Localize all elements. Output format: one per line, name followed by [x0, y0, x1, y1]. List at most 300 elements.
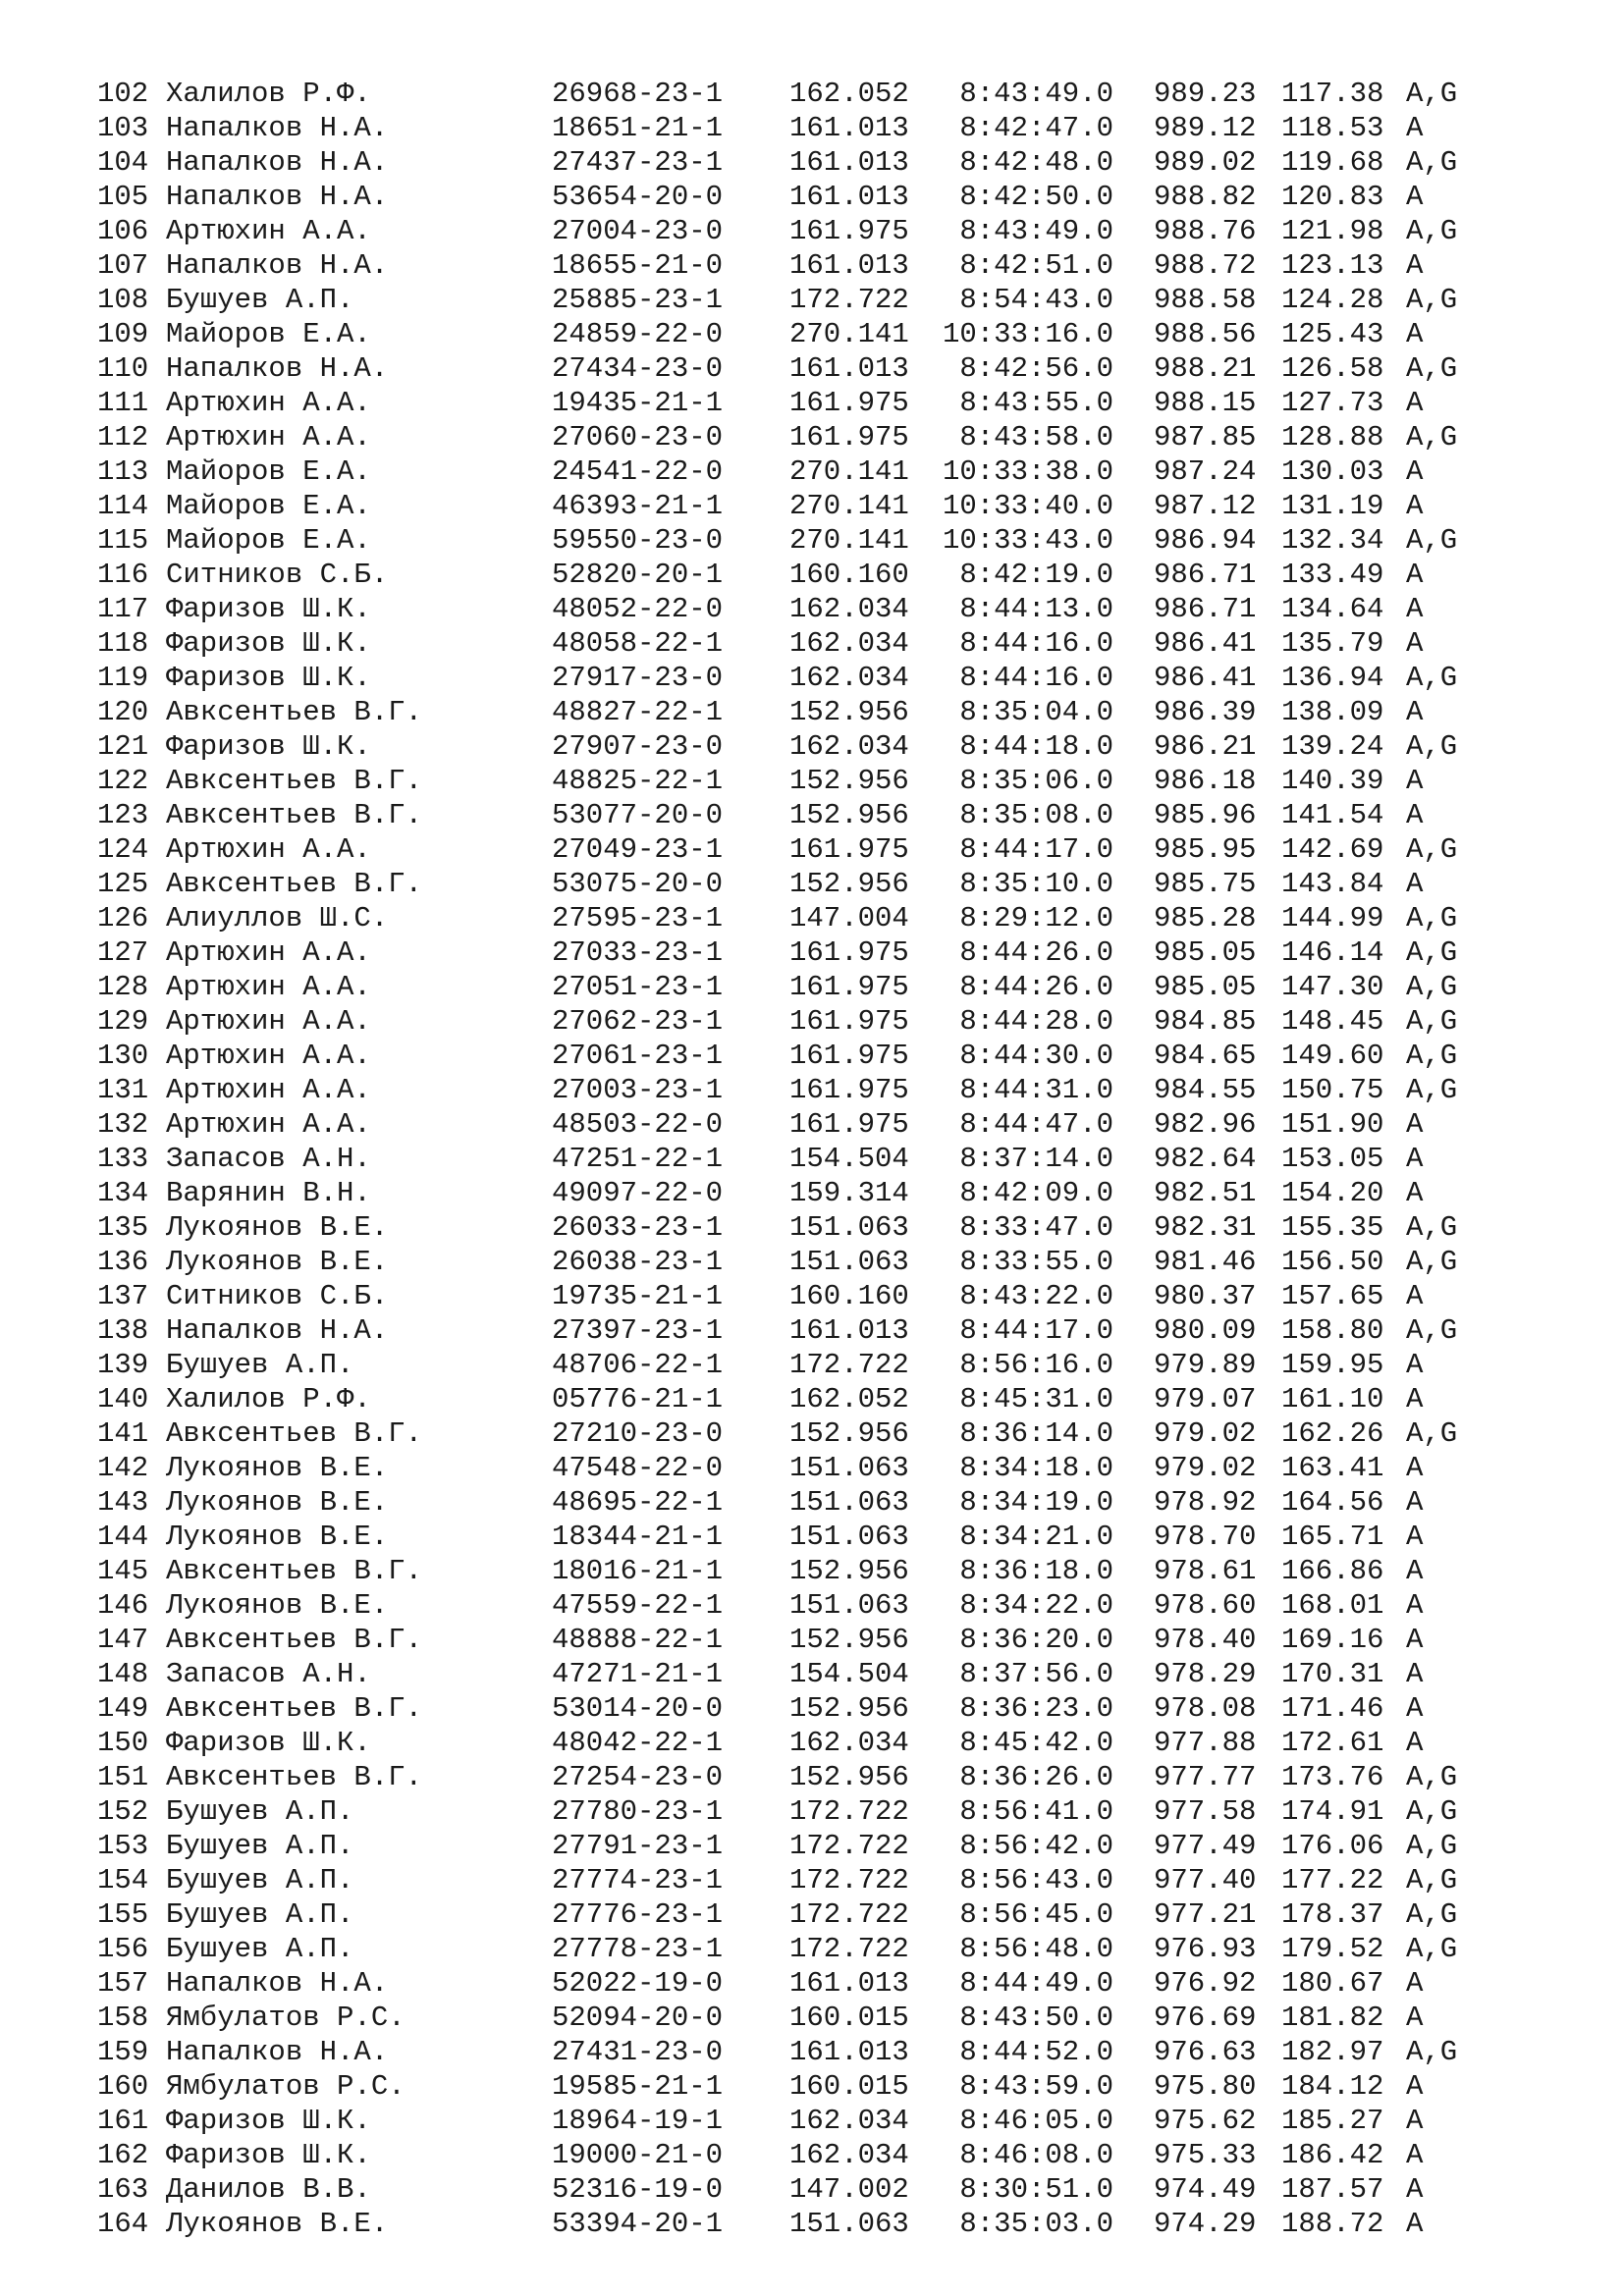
coefficient-cell: 177.22 — [1281, 1864, 1384, 1896]
ring-number-cell: 27051-23-1 — [552, 971, 724, 1003]
fancier-name-cell: Майоров Е.А. — [166, 455, 371, 488]
ring-number-cell: 52022-19-0 — [552, 1967, 724, 2000]
ring-number-cell: 18651-21-1 — [552, 112, 724, 144]
speed-cell: 986.18 — [1154, 765, 1257, 797]
coefficient-cell: 150.75 — [1281, 1074, 1384, 1106]
fancier-name-cell: Майоров Е.А. — [166, 318, 371, 350]
distance-cell: 161.013 — [789, 2036, 909, 2068]
speed-cell: 978.08 — [1154, 1692, 1257, 1725]
flag-cell: A,G — [1406, 1417, 1458, 1450]
flag-cell: A — [1406, 559, 1424, 591]
place-cell: 119 — [97, 662, 149, 694]
ring-number-cell: 27774-23-1 — [552, 1864, 724, 1896]
speed-cell: 974.29 — [1154, 2208, 1257, 2240]
flag-cell: A — [1406, 490, 1424, 522]
place-cell: 115 — [97, 524, 149, 557]
flag-cell: A,G — [1406, 971, 1458, 1003]
flag-cell: A — [1406, 318, 1424, 350]
fancier-name-cell: Авксентьев В.Г. — [166, 1624, 423, 1656]
coefficient-cell: 179.52 — [1281, 1933, 1384, 1965]
place-cell: 131 — [97, 1074, 149, 1106]
ring-number-cell: 19435-21-1 — [552, 387, 724, 419]
ring-number-cell: 47251-22-1 — [552, 1143, 724, 1175]
coefficient-cell: 187.57 — [1281, 2173, 1384, 2206]
arrival-time-cell: 8:44:16.0 — [959, 662, 1113, 694]
fancier-name-cell: Фаризов Ш.К. — [166, 662, 371, 694]
flag-cell: A — [1406, 387, 1424, 419]
distance-cell: 152.956 — [789, 765, 909, 797]
speed-cell: 986.39 — [1154, 696, 1257, 728]
coefficient-cell: 169.16 — [1281, 1624, 1384, 1656]
fancier-name-cell: Фаризов Ш.К. — [166, 2105, 371, 2137]
ring-number-cell: 26038-23-1 — [552, 1246, 724, 1278]
place-cell: 152 — [97, 1795, 149, 1828]
arrival-time-cell: 8:44:52.0 — [959, 2036, 1113, 2068]
flag-cell: A,G — [1406, 2036, 1458, 2068]
ring-number-cell: 26968-23-1 — [552, 78, 724, 110]
arrival-time-cell: 8:42:50.0 — [959, 181, 1113, 213]
distance-cell: 152.956 — [789, 1692, 909, 1725]
distance-cell: 160.160 — [789, 559, 909, 591]
flag-cell: A,G — [1406, 833, 1458, 866]
ring-number-cell: 48827-22-1 — [552, 696, 724, 728]
fancier-name-cell: Авксентьев В.Г. — [166, 1417, 423, 1450]
coefficient-cell: 140.39 — [1281, 765, 1384, 797]
place-cell: 143 — [97, 1486, 149, 1519]
coefficient-cell: 138.09 — [1281, 696, 1384, 728]
flag-cell: A — [1406, 1692, 1424, 1725]
distance-cell: 151.063 — [789, 1246, 909, 1278]
flag-cell: A — [1406, 1349, 1424, 1381]
ring-number-cell: 19585-21-1 — [552, 2070, 724, 2103]
distance-cell: 159.314 — [789, 1177, 909, 1209]
fancier-name-cell: Запасов А.Н. — [166, 1143, 371, 1175]
coefficient-cell: 147.30 — [1281, 971, 1384, 1003]
distance-cell: 172.722 — [789, 1898, 909, 1931]
distance-cell: 162.052 — [789, 1383, 909, 1415]
distance-cell: 154.504 — [789, 1658, 909, 1690]
arrival-time-cell: 8:44:47.0 — [959, 1108, 1113, 1141]
speed-cell: 980.09 — [1154, 1314, 1257, 1347]
ring-number-cell: 47271-21-1 — [552, 1658, 724, 1690]
coefficient-cell: 166.86 — [1281, 1555, 1384, 1587]
place-cell: 157 — [97, 1967, 149, 2000]
ring-number-cell: 52820-20-1 — [552, 559, 724, 591]
speed-cell: 988.72 — [1154, 249, 1257, 282]
distance-cell: 161.013 — [789, 181, 909, 213]
coefficient-cell: 121.98 — [1281, 215, 1384, 247]
ring-number-cell: 19735-21-1 — [552, 1280, 724, 1312]
distance-cell: 147.002 — [789, 2173, 909, 2206]
arrival-time-cell: 8:36:14.0 — [959, 1417, 1113, 1450]
ring-number-cell: 27254-23-0 — [552, 1761, 724, 1793]
distance-cell: 147.004 — [789, 902, 909, 934]
arrival-time-cell: 8:43:50.0 — [959, 2002, 1113, 2034]
place-cell: 117 — [97, 593, 149, 625]
place-cell: 142 — [97, 1452, 149, 1484]
speed-cell: 976.63 — [1154, 2036, 1257, 2068]
coefficient-cell: 141.54 — [1281, 799, 1384, 831]
flag-cell: A — [1406, 2002, 1424, 2034]
place-cell: 113 — [97, 455, 149, 488]
coefficient-cell: 181.82 — [1281, 2002, 1384, 2034]
arrival-time-cell: 8:37:14.0 — [959, 1143, 1113, 1175]
speed-cell: 976.69 — [1154, 2002, 1257, 2034]
ring-number-cell: 47559-22-1 — [552, 1589, 724, 1622]
arrival-time-cell: 8:45:42.0 — [959, 1727, 1113, 1759]
flag-cell: A,G — [1406, 352, 1458, 385]
fancier-name-cell: Лукоянов В.Е. — [166, 1246, 389, 1278]
distance-cell: 161.013 — [789, 249, 909, 282]
flag-cell: A — [1406, 1177, 1424, 1209]
flag-cell: A — [1406, 868, 1424, 900]
ring-number-cell: 27049-23-1 — [552, 833, 724, 866]
coefficient-cell: 126.58 — [1281, 352, 1384, 385]
flag-cell: A — [1406, 593, 1424, 625]
place-cell: 128 — [97, 971, 149, 1003]
speed-cell: 986.71 — [1154, 593, 1257, 625]
ring-number-cell: 27437-23-1 — [552, 146, 724, 179]
arrival-time-cell: 8:34:21.0 — [959, 1521, 1113, 1553]
coefficient-cell: 184.12 — [1281, 2070, 1384, 2103]
flag-cell: A,G — [1406, 902, 1458, 934]
coefficient-cell: 143.84 — [1281, 868, 1384, 900]
distance-cell: 270.141 — [789, 524, 909, 557]
speed-cell: 977.88 — [1154, 1727, 1257, 1759]
fancier-name-cell: Халилов Р.Ф. — [166, 78, 371, 110]
arrival-time-cell: 10:33:38.0 — [942, 455, 1113, 488]
fancier-name-cell: Артюхин А.А. — [166, 215, 371, 247]
coefficient-cell: 130.03 — [1281, 455, 1384, 488]
arrival-time-cell: 8:29:12.0 — [959, 902, 1113, 934]
arrival-time-cell: 8:34:18.0 — [959, 1452, 1113, 1484]
arrival-time-cell: 8:44:28.0 — [959, 1005, 1113, 1038]
speed-cell: 978.70 — [1154, 1521, 1257, 1553]
flag-cell: A — [1406, 765, 1424, 797]
speed-cell: 989.12 — [1154, 112, 1257, 144]
speed-cell: 979.07 — [1154, 1383, 1257, 1415]
fancier-name-cell: Ямбулатов Р.С. — [166, 2070, 406, 2103]
fancier-name-cell: Данилов В.В. — [166, 2173, 371, 2206]
place-cell: 116 — [97, 559, 149, 591]
arrival-time-cell: 8:42:56.0 — [959, 352, 1113, 385]
fancier-name-cell: Бушуев А.П. — [166, 284, 354, 316]
flag-cell: A — [1406, 1624, 1424, 1656]
coefficient-cell: 144.99 — [1281, 902, 1384, 934]
arrival-time-cell: 8:44:13.0 — [959, 593, 1113, 625]
speed-cell: 986.71 — [1154, 559, 1257, 591]
flag-cell: A — [1406, 1108, 1424, 1141]
place-cell: 133 — [97, 1143, 149, 1175]
speed-cell: 975.33 — [1154, 2139, 1257, 2171]
fancier-name-cell: Ситников С.Б. — [166, 559, 389, 591]
coefficient-cell: 128.88 — [1281, 421, 1384, 454]
coefficient-cell: 135.79 — [1281, 627, 1384, 660]
speed-cell: 987.12 — [1154, 490, 1257, 522]
place-cell: 129 — [97, 1005, 149, 1038]
arrival-time-cell: 10:33:40.0 — [942, 490, 1113, 522]
flag-cell: A — [1406, 2105, 1424, 2137]
speed-cell: 985.05 — [1154, 971, 1257, 1003]
place-cell: 127 — [97, 936, 149, 969]
coefficient-cell: 164.56 — [1281, 1486, 1384, 1519]
fancier-name-cell: Бушуев А.П. — [166, 1349, 354, 1381]
distance-cell: 160.015 — [789, 2070, 909, 2103]
ring-number-cell: 27791-23-1 — [552, 1830, 724, 1862]
flag-cell: A — [1406, 455, 1424, 488]
flag-cell: A — [1406, 2139, 1424, 2171]
fancier-name-cell: Артюхин А.А. — [166, 1074, 371, 1106]
distance-cell: 152.956 — [789, 1624, 909, 1656]
fancier-name-cell: Артюхин А.А. — [166, 833, 371, 866]
fancier-name-cell: Напалков Н.А. — [166, 146, 389, 179]
fancier-name-cell: Артюхин А.А. — [166, 387, 371, 419]
coefficient-cell: 118.53 — [1281, 112, 1384, 144]
flag-cell: A — [1406, 2070, 1424, 2103]
fancier-name-cell: Бушуев А.П. — [166, 1898, 354, 1931]
flag-cell: A,G — [1406, 662, 1458, 694]
coefficient-cell: 163.41 — [1281, 1452, 1384, 1484]
distance-cell: 151.063 — [789, 1211, 909, 1244]
distance-cell: 161.975 — [789, 387, 909, 419]
fancier-name-cell: Артюхин А.А. — [166, 421, 371, 454]
arrival-time-cell: 8:56:42.0 — [959, 1830, 1113, 1862]
flag-cell: A — [1406, 1555, 1424, 1587]
distance-cell: 161.013 — [789, 352, 909, 385]
distance-cell: 152.956 — [789, 799, 909, 831]
arrival-time-cell: 8:56:41.0 — [959, 1795, 1113, 1828]
speed-cell: 988.82 — [1154, 181, 1257, 213]
ring-number-cell: 05776-21-1 — [552, 1383, 724, 1415]
place-cell: 105 — [97, 181, 149, 213]
place-cell: 134 — [97, 1177, 149, 1209]
fancier-name-cell: Лукоянов В.Е. — [166, 1521, 389, 1553]
arrival-time-cell: 8:44:18.0 — [959, 730, 1113, 763]
fancier-name-cell: Напалков Н.А. — [166, 2036, 389, 2068]
place-cell: 138 — [97, 1314, 149, 1347]
place-cell: 156 — [97, 1933, 149, 1965]
coefficient-cell: 146.14 — [1281, 936, 1384, 969]
ring-number-cell: 27434-23-0 — [552, 352, 724, 385]
flag-cell: A,G — [1406, 1074, 1458, 1106]
distance-cell: 172.722 — [789, 1349, 909, 1381]
speed-cell: 980.37 — [1154, 1280, 1257, 1312]
ring-number-cell: 27004-23-0 — [552, 215, 724, 247]
flag-cell: A,G — [1406, 1314, 1458, 1347]
ring-number-cell: 48825-22-1 — [552, 765, 724, 797]
coefficient-cell: 159.95 — [1281, 1349, 1384, 1381]
flag-cell: A — [1406, 249, 1424, 282]
ring-number-cell: 27060-23-0 — [552, 421, 724, 454]
coefficient-cell: 165.71 — [1281, 1521, 1384, 1553]
flag-cell: A — [1406, 799, 1424, 831]
place-cell: 139 — [97, 1349, 149, 1381]
speed-cell: 979.02 — [1154, 1452, 1257, 1484]
ring-number-cell: 27061-23-1 — [552, 1040, 724, 1072]
distance-cell: 161.975 — [789, 971, 909, 1003]
flag-cell: A — [1406, 696, 1424, 728]
flag-cell: A — [1406, 1143, 1424, 1175]
speed-cell: 985.95 — [1154, 833, 1257, 866]
fancier-name-cell: Напалков Н.А. — [166, 249, 389, 282]
place-cell: 132 — [97, 1108, 149, 1141]
flag-cell: A — [1406, 1658, 1424, 1690]
ring-number-cell: 53654-20-0 — [552, 181, 724, 213]
fancier-name-cell: Фаризов Ш.К. — [166, 593, 371, 625]
flag-cell: A,G — [1406, 524, 1458, 557]
distance-cell: 270.141 — [789, 490, 909, 522]
place-cell: 102 — [97, 78, 149, 110]
fancier-name-cell: Ямбулатов Р.С. — [166, 2002, 406, 2034]
flag-cell: A,G — [1406, 936, 1458, 969]
fancier-name-cell: Алиуллов Ш.С. — [166, 902, 389, 934]
ring-number-cell: 27062-23-1 — [552, 1005, 724, 1038]
distance-cell: 162.034 — [789, 593, 909, 625]
ring-number-cell: 24859-22-0 — [552, 318, 724, 350]
coefficient-cell: 171.46 — [1281, 1692, 1384, 1725]
coefficient-cell: 153.05 — [1281, 1143, 1384, 1175]
coefficient-cell: 148.45 — [1281, 1005, 1384, 1038]
arrival-time-cell: 10:33:43.0 — [942, 524, 1113, 557]
place-cell: 112 — [97, 421, 149, 454]
flag-cell: A,G — [1406, 1005, 1458, 1038]
ring-number-cell: 27778-23-1 — [552, 1933, 724, 1965]
place-cell: 110 — [97, 352, 149, 385]
coefficient-cell: 132.34 — [1281, 524, 1384, 557]
fancier-name-cell: Артюхин А.А. — [166, 936, 371, 969]
place-cell: 148 — [97, 1658, 149, 1690]
speed-cell: 974.49 — [1154, 2173, 1257, 2206]
arrival-time-cell: 8:33:55.0 — [959, 1246, 1113, 1278]
distance-cell: 151.063 — [789, 2208, 909, 2240]
distance-cell: 162.052 — [789, 78, 909, 110]
place-cell: 154 — [97, 1864, 149, 1896]
place-cell: 162 — [97, 2139, 149, 2171]
arrival-time-cell: 8:30:51.0 — [959, 2173, 1113, 2206]
distance-cell: 162.034 — [789, 730, 909, 763]
distance-cell: 161.975 — [789, 1108, 909, 1141]
coefficient-cell: 131.19 — [1281, 490, 1384, 522]
coefficient-cell: 158.80 — [1281, 1314, 1384, 1347]
fancier-name-cell: Лукоянов В.Е. — [166, 1589, 389, 1622]
fancier-name-cell: Напалков Н.А. — [166, 352, 389, 385]
ring-number-cell: 26033-23-1 — [552, 1211, 724, 1244]
ring-number-cell: 18964-19-1 — [552, 2105, 724, 2137]
speed-cell: 985.05 — [1154, 936, 1257, 969]
speed-cell: 981.46 — [1154, 1246, 1257, 1278]
speed-cell: 982.64 — [1154, 1143, 1257, 1175]
speed-cell: 988.58 — [1154, 284, 1257, 316]
ring-number-cell: 46393-21-1 — [552, 490, 724, 522]
coefficient-cell: 178.37 — [1281, 1898, 1384, 1931]
coefficient-cell: 172.61 — [1281, 1727, 1384, 1759]
speed-cell: 988.15 — [1154, 387, 1257, 419]
fancier-name-cell: Халилов Р.Ф. — [166, 1383, 371, 1415]
flag-cell: A — [1406, 181, 1424, 213]
fancier-name-cell: Артюхин А.А. — [166, 971, 371, 1003]
distance-cell: 161.975 — [789, 936, 909, 969]
speed-cell: 986.41 — [1154, 662, 1257, 694]
arrival-time-cell: 8:33:47.0 — [959, 1211, 1113, 1244]
arrival-time-cell: 8:44:16.0 — [959, 627, 1113, 660]
coefficient-cell: 133.49 — [1281, 559, 1384, 591]
distance-cell: 162.034 — [789, 627, 909, 660]
coefficient-cell: 125.43 — [1281, 318, 1384, 350]
coefficient-cell: 139.24 — [1281, 730, 1384, 763]
speed-cell: 978.29 — [1154, 1658, 1257, 1690]
distance-cell: 152.956 — [789, 1417, 909, 1450]
speed-cell: 986.94 — [1154, 524, 1257, 557]
fancier-name-cell: Лукоянов В.Е. — [166, 1211, 389, 1244]
speed-cell: 978.61 — [1154, 1555, 1257, 1587]
flag-cell: A,G — [1406, 1898, 1458, 1931]
ring-number-cell: 27780-23-1 — [552, 1795, 724, 1828]
fancier-name-cell: Запасов А.Н. — [166, 1658, 371, 1690]
fancier-name-cell: Артюхин А.А. — [166, 1108, 371, 1141]
distance-cell: 162.034 — [789, 1727, 909, 1759]
ring-number-cell: 48503-22-0 — [552, 1108, 724, 1141]
coefficient-cell: 180.67 — [1281, 1967, 1384, 2000]
speed-cell: 989.02 — [1154, 146, 1257, 179]
arrival-time-cell: 8:45:31.0 — [959, 1383, 1113, 1415]
ring-number-cell: 19000-21-0 — [552, 2139, 724, 2171]
speed-cell: 985.28 — [1154, 902, 1257, 934]
arrival-time-cell: 8:56:43.0 — [959, 1864, 1113, 1896]
speed-cell: 979.02 — [1154, 1417, 1257, 1450]
flag-cell: A — [1406, 1452, 1424, 1484]
place-cell: 122 — [97, 765, 149, 797]
distance-cell: 172.722 — [789, 1864, 909, 1896]
distance-cell: 152.956 — [789, 868, 909, 900]
arrival-time-cell: 8:43:22.0 — [959, 1280, 1113, 1312]
flag-cell: A,G — [1406, 146, 1458, 179]
coefficient-cell: 156.50 — [1281, 1246, 1384, 1278]
arrival-time-cell: 8:42:47.0 — [959, 112, 1113, 144]
arrival-time-cell: 8:44:26.0 — [959, 936, 1113, 969]
arrival-time-cell: 8:36:23.0 — [959, 1692, 1113, 1725]
distance-cell: 160.160 — [789, 1280, 909, 1312]
flag-cell: A,G — [1406, 1211, 1458, 1244]
arrival-time-cell: 8:35:10.0 — [959, 868, 1113, 900]
place-cell: 161 — [97, 2105, 149, 2137]
place-cell: 103 — [97, 112, 149, 144]
arrival-time-cell: 8:44:26.0 — [959, 971, 1113, 1003]
fancier-name-cell: Бушуев А.П. — [166, 1795, 354, 1828]
arrival-time-cell: 8:43:49.0 — [959, 78, 1113, 110]
speed-cell: 982.31 — [1154, 1211, 1257, 1244]
place-cell: 145 — [97, 1555, 149, 1587]
ring-number-cell: 48888-22-1 — [552, 1624, 724, 1656]
ring-number-cell: 47548-22-0 — [552, 1452, 724, 1484]
place-cell: 149 — [97, 1692, 149, 1725]
fancier-name-cell: Авксентьев В.Г. — [166, 765, 423, 797]
place-cell: 130 — [97, 1040, 149, 1072]
arrival-time-cell: 8:44:31.0 — [959, 1074, 1113, 1106]
fancier-name-cell: Варянин В.Н. — [166, 1177, 371, 1209]
arrival-time-cell: 8:34:22.0 — [959, 1589, 1113, 1622]
place-cell: 140 — [97, 1383, 149, 1415]
fancier-name-cell: Напалков Н.А. — [166, 1967, 389, 2000]
fancier-name-cell: Фаризов Ш.К. — [166, 2139, 371, 2171]
coefficient-cell: 120.83 — [1281, 181, 1384, 213]
ring-number-cell: 18016-21-1 — [552, 1555, 724, 1587]
place-cell: 107 — [97, 249, 149, 282]
fancier-name-cell: Бушуев А.П. — [166, 1830, 354, 1862]
flag-cell: A — [1406, 2173, 1424, 2206]
flag-cell: A — [1406, 1967, 1424, 2000]
speed-cell: 978.92 — [1154, 1486, 1257, 1519]
distance-cell: 160.015 — [789, 2002, 909, 2034]
